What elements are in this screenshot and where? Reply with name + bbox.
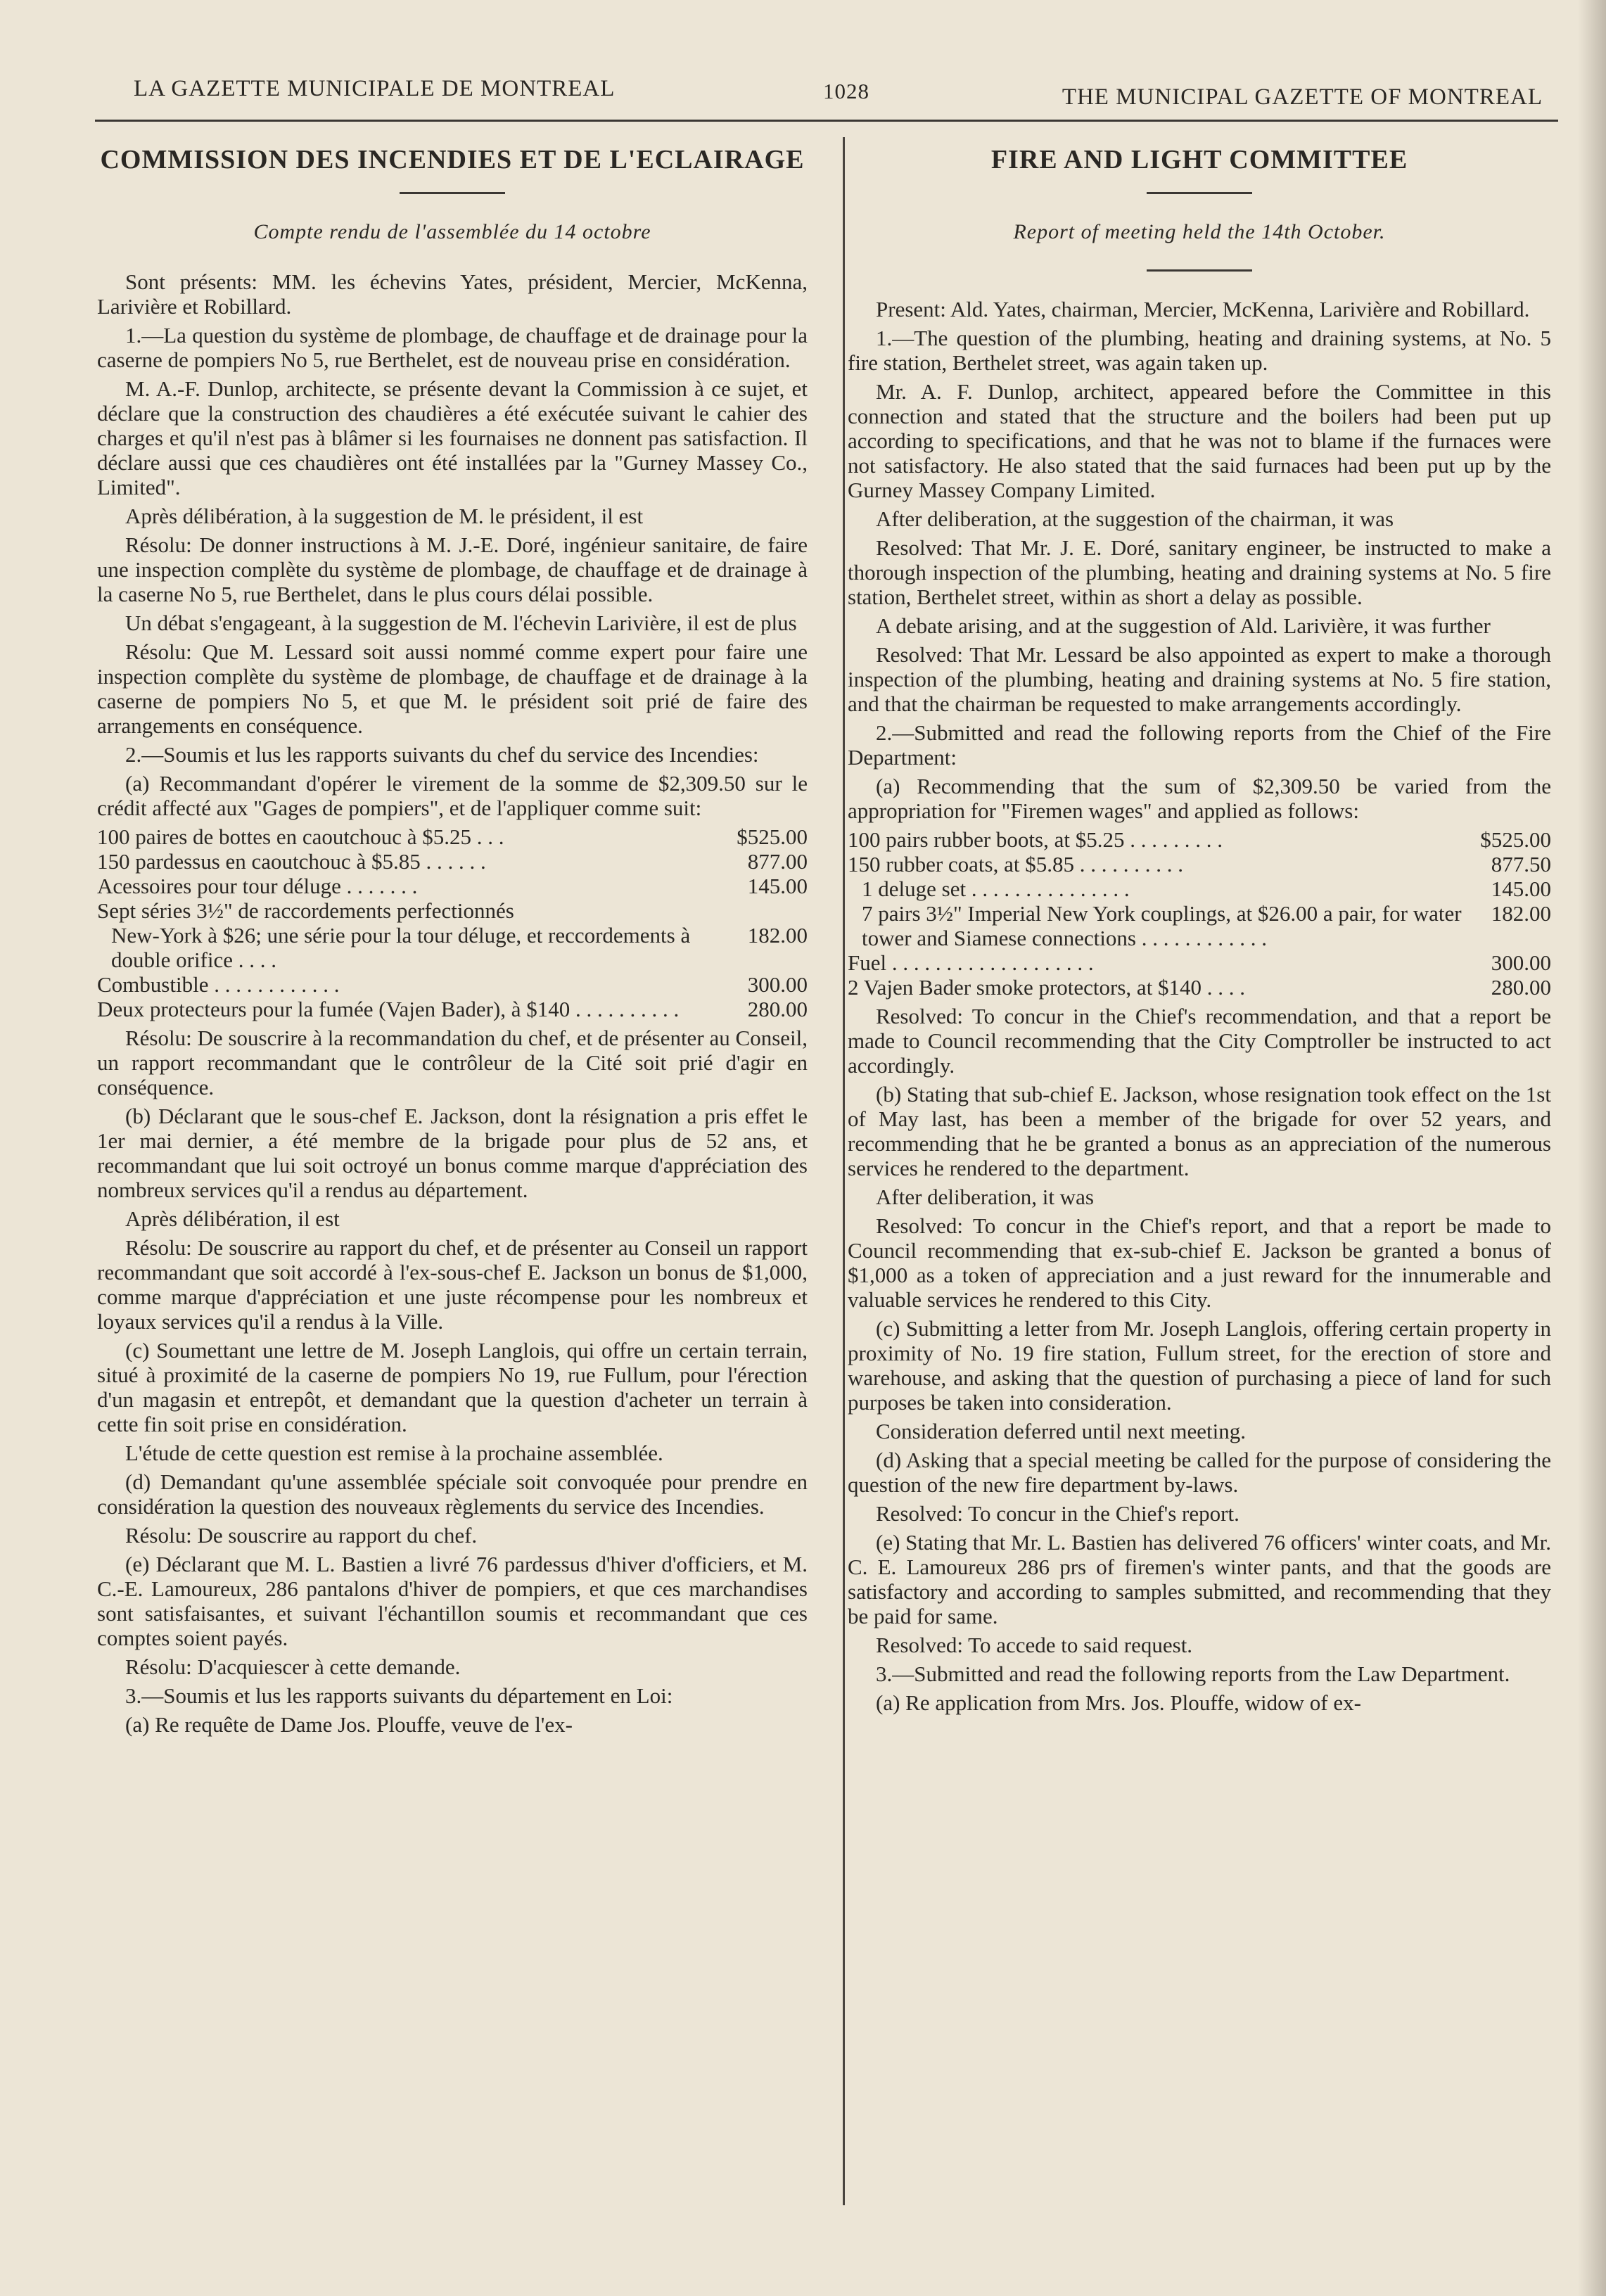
english-body-a bbox=[848, 297, 1551, 823]
item-description: 150 rubber coats, at $5.85 . . . . . . . . . . bbox=[848, 852, 1183, 876]
list-item bbox=[97, 923, 808, 972]
list-item bbox=[97, 898, 808, 923]
paragraph: A debate arising, and at the suggestion of Ald. Larivière, it was further bbox=[876, 613, 1491, 638]
paragraph: 2.—Submitted and read the following reports from the Chief of the Fire Department: bbox=[848, 720, 1551, 770]
item-amount: 182.00 bbox=[747, 923, 808, 948]
paragraph: Resolved: To concur in the Chief's recommendation, and that a report be made to Council recommending that the City Comptroller be instructed to act accordingly. bbox=[848, 1004, 1551, 1078]
item-amount: 145.00 bbox=[747, 874, 808, 898]
paragraph: After deliberation, at the suggestion of the chairman, it was bbox=[876, 506, 1394, 531]
paragraph: (b) Déclarant que le sous-chef E. Jackson, dont la résignation a pris effet le 1er mai dernier, a été membre de la brigade pour plus de 52 ans, et recommandant que lui soit octroyé un bonus comme marque d'appréciation des nombreux services qu'il a rendus au département. bbox=[97, 1104, 808, 1202]
paragraph: Résolu: De donner instructions à M. J.-E. Doré, ingénieur sanitaire, de faire une inspection complète du système de plombage, de chauffage et de drainage à la caserne No 5, rue Berthelet, dans le plus cours délai possible. bbox=[97, 532, 808, 606]
paragraph: (a) Recommending that the sum of $2,309.50 be varied from the appropriation for "Firemen wages" and applied as follows: bbox=[848, 774, 1551, 823]
paragraph: 1.—La question du système de plombage, de chauffage et de drainage pour la caserne de pompiers No 5, rue Berthelet, est de nouveau prise en considération. bbox=[97, 323, 808, 372]
paragraph: (a) Re requête de Dame Jos. Plouffe, veuve de l'ex- bbox=[125, 1712, 573, 1737]
list-item bbox=[97, 997, 808, 1021]
paragraph: L'étude de cette question est remise à la prochaine assemblée. bbox=[125, 1441, 663, 1465]
paragraph: (b) Stating that sub-chief E. Jackson, whose resignation took effect on the 1st of May last, has been a member of the brigade for over 52 years, and recommending that he be granted a bonus as an appreciation of the numerous services he rendered to the department. bbox=[848, 1082, 1551, 1180]
paragraph: Present: Ald. Yates, chairman, Mercier, McKenna, Larivière and Robillard. bbox=[876, 297, 1530, 321]
paragraph: Résolu: De souscrire à la recommandation du chef, et de présenter au Conseil, un rapport recommandant que le contrôleur de la Cité soit prié d'agir en conséquence. bbox=[97, 1026, 808, 1099]
paragraph: 1.—The question of the plumbing, heating and draining systems, at No. 5 fire station, Berthelet street, was again taken up. bbox=[848, 326, 1551, 375]
paragraph: After deliberation, it was bbox=[876, 1185, 1094, 1209]
column-divider bbox=[843, 137, 845, 2205]
list-item bbox=[848, 852, 1551, 876]
list-item bbox=[848, 901, 1551, 950]
english-subtitle: Report of meeting held the 14th October. bbox=[1013, 220, 1386, 243]
paragraph: Résolu: De souscrire au rapport du chef, et de présenter au Conseil un rapport recommandant que soit accordé à l'ex-sous-chef E. Jackson un bonus de $1,000, comme marque d'appréciation et une juste récompense pour les nombreux et loyaux services qu'il a rendus à la Ville. bbox=[97, 1235, 808, 1334]
list-item bbox=[97, 824, 808, 849]
title-rule bbox=[400, 192, 505, 194]
item-amount: 300.00 bbox=[1491, 950, 1551, 975]
item-description: 1 deluge set . . . . . . . . . . . . . . . bbox=[862, 876, 1130, 901]
item-amount: 182.00 bbox=[1491, 901, 1551, 926]
subtitle-rule bbox=[1147, 269, 1252, 272]
item-description: 100 pairs rubber boots, at $5.25 . . . . . . . . . bbox=[848, 827, 1223, 852]
french-subtitle: Compte rendu de l'assemblée du 14 octobre bbox=[253, 220, 651, 243]
item-description: New-York à $26; une série pour la tour déluge, et reccordements à double orifice . . . . bbox=[111, 923, 691, 972]
paragraph: 3.—Submitted and read the following reports from the Law Department. bbox=[876, 1662, 1510, 1686]
item-description: Acessoires pour tour déluge . . . . . . . bbox=[97, 874, 418, 898]
paragraph: Resolved: That Mr. J. E. Doré, sanitary engineer, be instructed to make a thorough inspection of the plumbing, heating and draining systems at No. 5 fire station, Berthelet street, within as short a delay as possible. bbox=[848, 535, 1551, 609]
paragraph: M. A.-F. Dunlop, architecte, se présente devant la Commission à ce sujet, et déclare que la construction des chaudières a été exécutée suivant le cahier des charges et qu'il n'est pas à blâmer si les fournaises ne donnent pas satisfaction. Il déclare aussi que ces chaudières ont été installées par la "Gurney Massey Co., Limited". bbox=[97, 376, 808, 499]
paragraph: 3.—Soumis et lus les rapports suivants du département en Loi: bbox=[125, 1683, 673, 1708]
list-item bbox=[848, 827, 1551, 852]
item-description: 2 Vajen Bader smoke protectors, at $140 . . . . bbox=[848, 975, 1246, 1000]
header-english-title: THE MUNICIPAL GAZETTE OF MONTREAL bbox=[1062, 84, 1543, 110]
paragraph: Resolved: To concur in the Chief's report. bbox=[876, 1501, 1239, 1526]
english-item-list bbox=[848, 827, 1551, 1000]
item-description: Sept séries 3½" de raccordements perfectionnés bbox=[97, 898, 514, 923]
english-column bbox=[848, 145, 1551, 1719]
list-item bbox=[97, 972, 808, 997]
french-item-list bbox=[97, 824, 808, 1021]
paragraph: Resolved: That Mr. Lessard be also appointed as expert to make a thorough inspection of the plumbing, heating and draining systems at No. 5 fire station, and that the chairman be requested to make arrangements accordingly. bbox=[848, 642, 1551, 716]
item-amount: $525.00 bbox=[737, 824, 808, 849]
running-head bbox=[134, 76, 1543, 118]
paragraph: Résolu: De souscrire au rapport du chef. bbox=[125, 1523, 478, 1548]
paragraph: (d) Asking that a special meeting be called for the purpose of considering the question of the new fire department by-laws. bbox=[848, 1448, 1551, 1497]
paragraph: Résolu: D'acquiescer à cette demande. bbox=[125, 1654, 461, 1679]
item-description: Fuel . . . . . . . . . . . . . . . . . . . bbox=[848, 950, 1094, 975]
item-amount: 145.00 bbox=[1491, 876, 1551, 901]
paragraph: Consideration deferred until next meeting. bbox=[876, 1419, 1246, 1443]
list-item bbox=[848, 950, 1551, 975]
item-description: 7 pairs 3½" Imperial New York couplings, at $26.00 a pair, for water tower and Siamese connections . . . . . . . . . . . . bbox=[862, 901, 1462, 950]
list-item bbox=[848, 975, 1551, 1000]
paragraph: Un débat s'engageant, à la suggestion de M. l'échevin Larivière, il est de plus bbox=[125, 611, 797, 635]
french-body-b bbox=[97, 1026, 808, 1737]
paragraph: (c) Submitting a letter from Mr. Joseph Langlois, offering certain property in proximity of No. 19 fire station, Fullum street, for the erection of store and warehouse, and asking that the question of purchasing a piece of land for such purposes be taken into consideration. bbox=[848, 1316, 1551, 1415]
list-item bbox=[97, 849, 808, 874]
item-amount: 877.00 bbox=[747, 849, 808, 874]
header-rule bbox=[95, 120, 1558, 122]
paragraph: (e) Stating that Mr. L. Bastien has delivered 76 officers' winter coats, and Mr. C. E. Lamoureux 286 prs of firemen's winter pants, and that the goods are satisfactory and according to samples submitted, and recommending that they be paid for same. bbox=[848, 1530, 1551, 1628]
french-column bbox=[97, 145, 808, 1741]
item-amount: 280.00 bbox=[1491, 975, 1551, 1000]
page-edge-shadow bbox=[1578, 0, 1606, 2296]
item-description: 150 pardessus en caoutchouc à $5.85 . . . . . . bbox=[97, 849, 486, 874]
item-amount: 300.00 bbox=[747, 972, 808, 997]
header-french-title: LA GAZETTE MUNICIPALE DE MONTREAL bbox=[134, 76, 616, 101]
paragraph: (a) Re application from Mrs. Jos. Plouffe, widow of ex- bbox=[876, 1690, 1361, 1715]
paragraph: Resolved: To concur in the Chief's report, and that a report be made to Council recommending that ex-sub-chief E. Jackson be granted a bonus of $1,000 as a token of appreciation and a just reward for the innumerable and valuable services he rendered to this City. bbox=[848, 1213, 1551, 1312]
paragraph: Mr. A. F. Dunlop, architect, appeared before the Committee in this connection and stated that the structure and the boilers had been put up according to specifications, and that he was not to blame if the furnaces were not satisfactory. He also stated that the said furnaces had been put up by the Gurney Massey Company Limited. bbox=[848, 379, 1551, 502]
item-description: Deux protecteurs pour la fumée (Vajen Bader), à $140 . . . . . . . . . . bbox=[97, 997, 680, 1021]
paragraph: (d) Demandant qu'une assemblée spéciale soit convoquée pour prendre en considération la question des nouveaux règlements du service des Incendies. bbox=[97, 1469, 808, 1519]
paragraph: Après délibération, à la suggestion de M. le président, il est bbox=[125, 504, 644, 528]
french-section-title: COMMISSION DES INCENDIES ET DE L'ECLAIRAGE bbox=[100, 145, 805, 174]
french-body-a bbox=[97, 269, 808, 820]
paragraph: (c) Soumettant une lettre de M. Joseph Langlois, qui offre un certain terrain, situé à proximité de la caserne de pompiers No 19, rue Fullum, pour l'érection d'un magasin et entrepôt, et demandant que la question d'acheter un terrain à cette fin soit prise en considération. bbox=[97, 1338, 808, 1436]
paragraph: (e) Déclarant que M. L. Bastien a livré 76 pardessus d'hiver d'officiers, et M. C.-E. Lamoureux, 286 pantalons d'hiver de pompiers, et que ces marchandises sont satisfaisantes, et suivant l'échantillon soumis et recommandant que ces comptes soient payés. bbox=[97, 1552, 808, 1650]
item-amount bbox=[723, 898, 808, 923]
english-body-b bbox=[848, 1004, 1551, 1715]
paragraph: Après délibération, il est bbox=[125, 1206, 340, 1231]
paragraph: Sont présents: MM. les échevins Yates, président, Mercier, McKenna, Larivière et Robillard. bbox=[97, 269, 808, 319]
title-rule bbox=[1147, 192, 1252, 194]
list-item bbox=[97, 874, 808, 898]
paragraph: Résolu: Que M. Lessard soit aussi nommé comme expert pour faire une inspection complète du système de plombage, de chauffage et de drainage à la caserne de pompiers No 5, et que M. le président soit prié de faire des arrangements en conséquence. bbox=[97, 639, 808, 738]
paragraph: (a) Recommandant d'opérer le virement de la somme de $2,309.50 sur le crédit affecté aux "Gages de pompiers", et de l'appliquer comme suit: bbox=[97, 771, 808, 820]
item-amount: 280.00 bbox=[747, 997, 808, 1021]
item-description: Combustible . . . . . . . . . . . . bbox=[97, 972, 340, 997]
item-amount: 877.50 bbox=[1491, 852, 1551, 876]
paragraph: Resolved: To accede to said request. bbox=[876, 1633, 1193, 1657]
page-number: 1028 bbox=[823, 79, 869, 103]
item-amount: $525.00 bbox=[1480, 827, 1551, 852]
english-section-title: FIRE AND LIGHT COMMITTEE bbox=[990, 145, 1408, 174]
paragraph: 2.—Soumis et lus les rapports suivants du chef du service des Incendies: bbox=[125, 742, 759, 767]
list-item bbox=[848, 876, 1551, 901]
item-description: 100 paires de bottes en caoutchouc à $5.25 . . . bbox=[97, 824, 504, 849]
